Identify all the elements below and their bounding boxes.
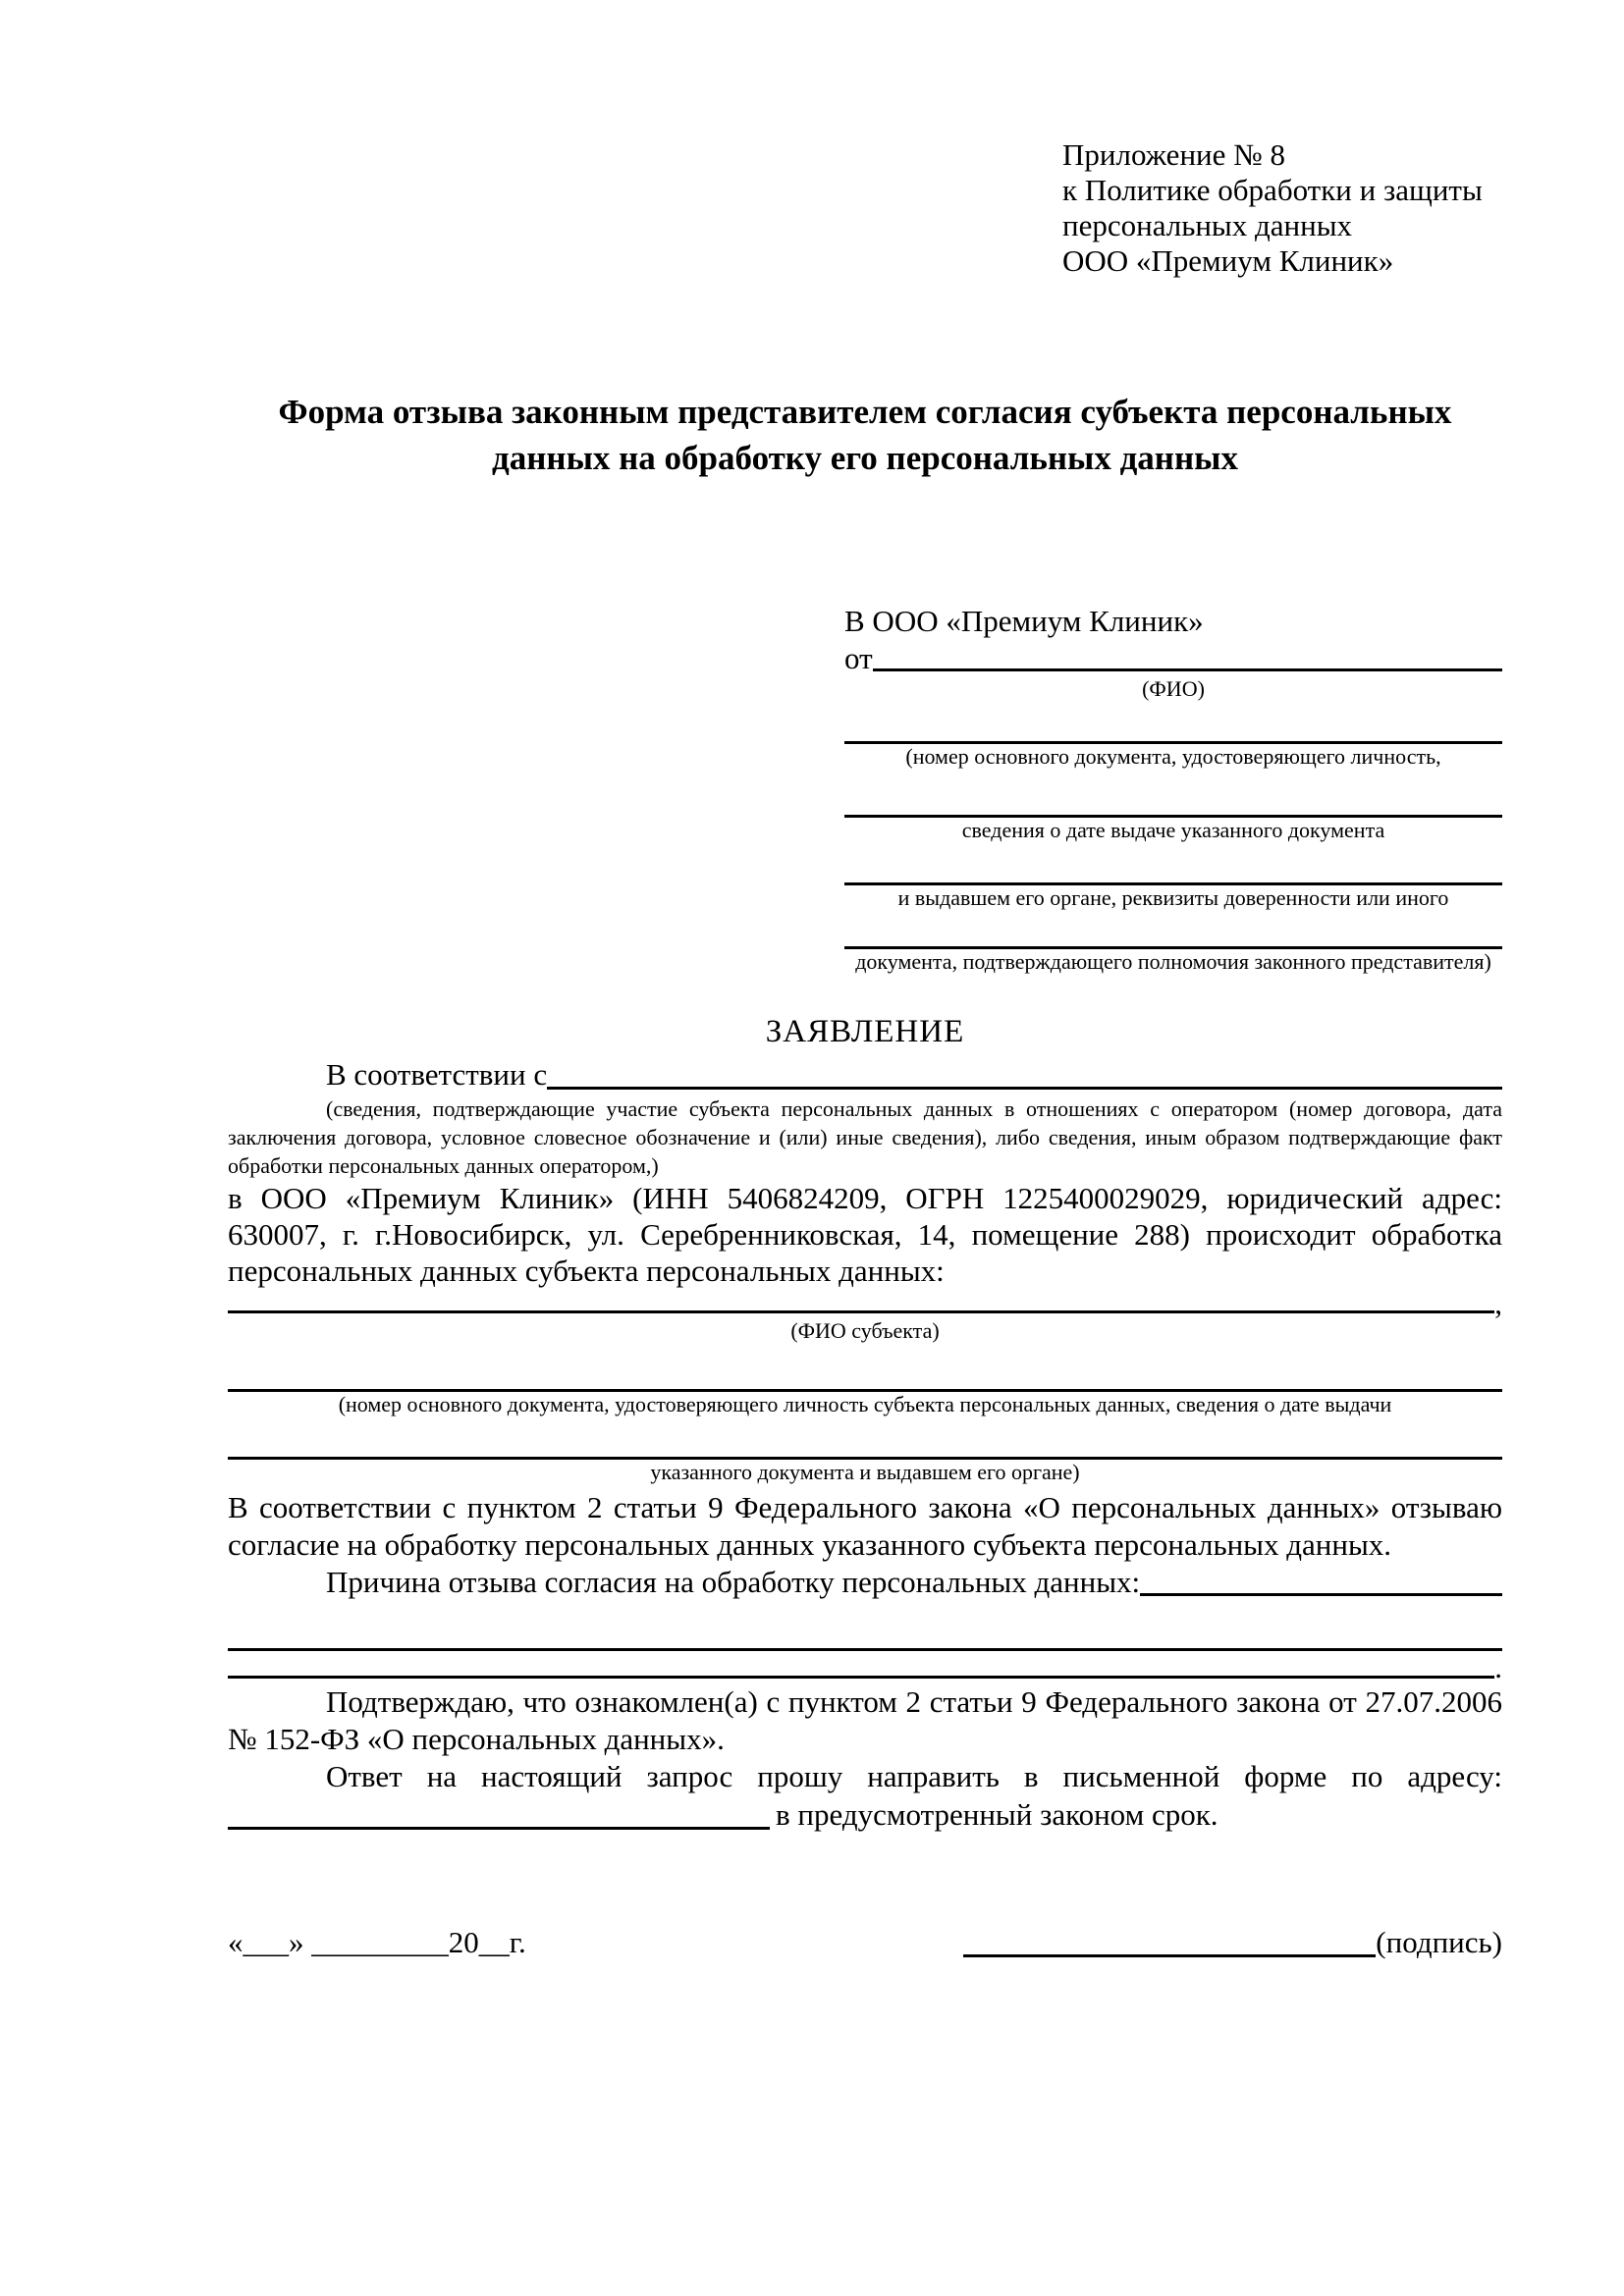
footer-row [228,1921,1502,1964]
reply-suffix: в предусмотренный законом срок. [776,1797,1218,1832]
intro-blank-field [547,1087,1502,1090]
document-title: Форма отзыва законным представителем согласия субъекта персональных данных на обработку его персональных данных [278,393,1452,477]
signature-blank-field [963,1954,1376,1957]
appendix-header [1062,137,1502,279]
trailing-comma: , [1494,1286,1502,1320]
reason-label: Причина отзыва согласия на обработку персональных данных: [326,1565,1141,1599]
withdraw-paragraph: В соответствии с пунктом 2 статьи 9 Федерального закона «О персональных данных» отзываю согласие на обработку персональных данных указанного субъекта персональных данных. [228,1490,1502,1562]
operator-paragraph: в ООО «Премиум Клиник» (ИНН 5406824209, ОГРН 1225400029029, юридический адрес: 630007, г. г.Новосибирск, ул. Серебренниковская, 14, помещение 288) происходит обработка персональных данных субъекта персональных данных: [228,1181,1502,1288]
representative-doc-blank-field [844,770,1502,818]
appendix-line: Приложение № 8 [1062,137,1285,172]
reason-blank-field [228,1676,1494,1679]
reason-blank-line [228,1601,1502,1651]
reason-blank-line-2 [228,1651,1502,1683]
confirm-paragraph: Подтверждаю, что ознакомлен(а) с пунктом 2 статьи 9 Федерального закона от 27.07.2006 № 152-ФЗ «О персональных данных». [228,1684,1502,1756]
subject-fio-row [228,1286,1502,1320]
subject-doc-caption: указанного документа и выдавшем его органе) [650,1460,1080,1484]
intro-label: В соответствии с [326,1057,548,1092]
field-caption: сведения о дате выдаче указанного документа [961,818,1385,842]
trailing-period: . [1494,1650,1502,1684]
reason-row [228,1564,1502,1601]
reason-blank-field [1140,1593,1502,1596]
date-line: «___» _________20__г. [228,1925,526,1959]
fio-caption: (ФИО) [1142,676,1205,701]
field-caption: (номер основного документа, удостоверяющего личность, [905,744,1441,769]
subject-doc-blank-field [228,1344,1502,1392]
from-blank-field [873,668,1502,671]
statement-heading: ЗАЯВЛЕНИЕ [765,1014,965,1049]
reply-address-row [228,1795,1502,1835]
reply-paragraph: Ответ на настоящий запрос прошу направить в письменной форме по адресу: [326,1759,1502,1793]
subject-fio-caption: (ФИО субъекта) [790,1318,940,1343]
intro-caption: (сведения, подтверждающие участие субъекта персональных данных в отношениях с оператором (номер договора, дата заключения договора, условное словесное обозначение и (или) иные сведения), либо сведения, иным образом подтверждающие факт обработки персональных данных оператором,) [228,1096,1502,1178]
subject-fio-blank-field [228,1310,1494,1313]
appendix-line: ООО «Премиум Клиник» [1062,243,1394,278]
representative-doc-blank-field [844,843,1502,885]
representative-doc-blank-field [844,911,1502,949]
addressee-to: В ООО «Премиум Клиник» [844,604,1204,638]
signature-caption: (подпись) [1376,1925,1502,1959]
address-blank-field [228,1827,770,1830]
addressee-from-row [844,641,1502,676]
intro-row [228,1055,1502,1095]
subject-doc-blank-field [228,1417,1502,1460]
subject-doc-caption: (номер основного документа, удостоверяющего личность субъекта персональных данных, сведения о дате выдачи [338,1392,1392,1416]
addressee-block [844,602,1502,975]
signature-group [963,1921,1502,1964]
appendix-line: к Политике обработки и защиты [1062,173,1483,207]
from-label: от [844,641,873,675]
appendix-line: персональных данных [1062,208,1353,242]
field-caption: документа, подтверждающего полномочия законного представителя) [855,949,1491,974]
representative-doc-blank-field [844,702,1502,744]
field-caption: и выдавшем его органе, реквизиты доверенности или иного [897,885,1449,910]
